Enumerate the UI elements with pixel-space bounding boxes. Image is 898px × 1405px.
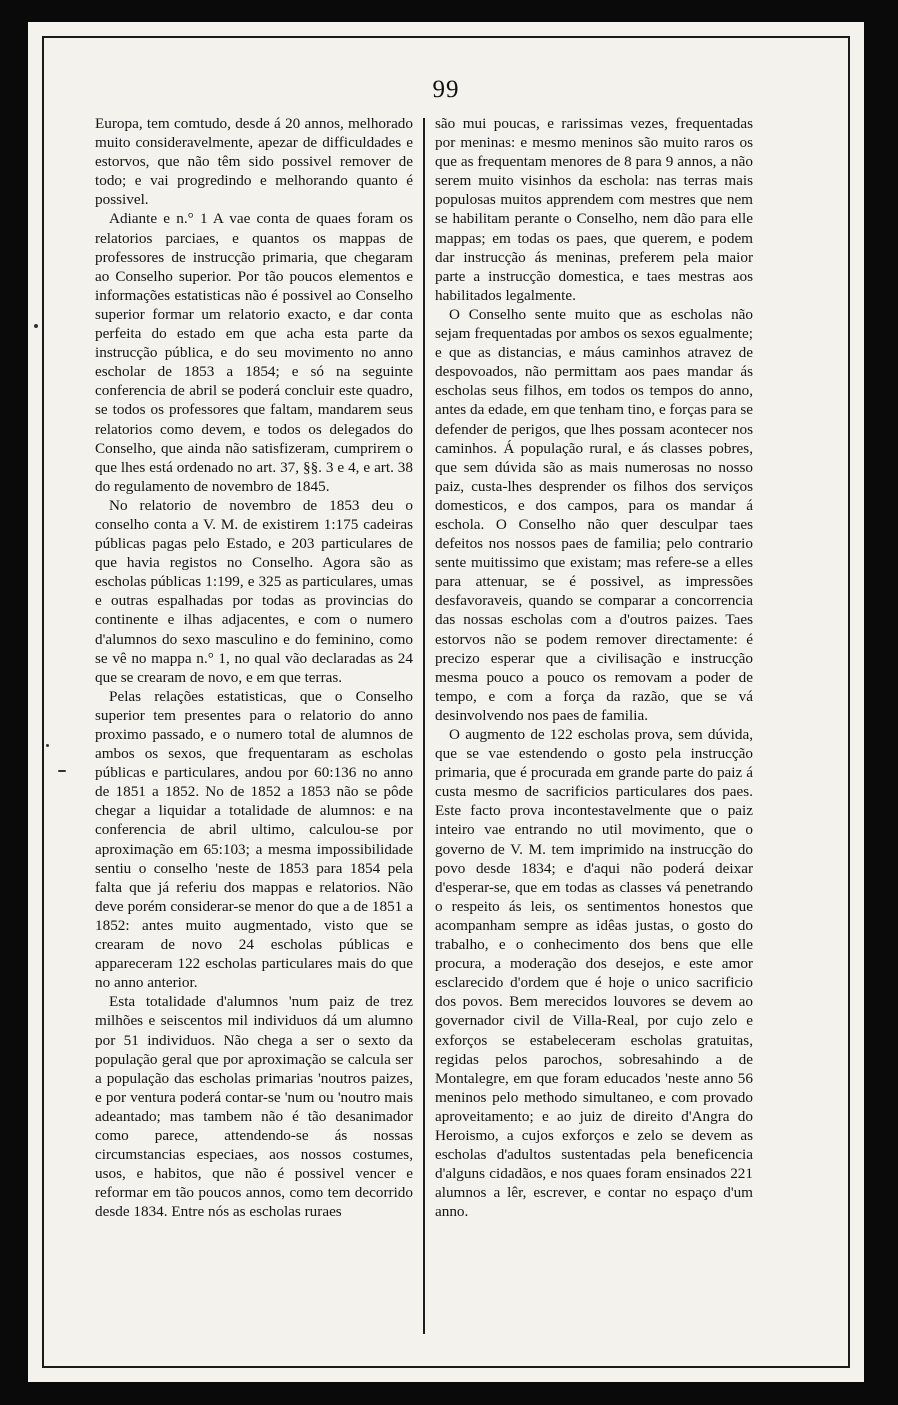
- paragraph: No relatorio de novembro de 1853 deu o conselho conta a V. M. de existirem 1:175 cadeiras públicas pagas pelo Estado, e 203 particulares de que havia registos no Conselho. Agora são as escholas públicas 1:199, e 325 as particulares, umas e outras espalhadas por todas as provincias do continente e ilhas adjacentes, e com o numero d'alumnos do sexo masculino e do feminino, como se vê no mappa n.° 1, no qual vão declaradas as 24 que se crearam de novo, e em que terras.: [95, 496, 413, 686]
- page-number: 99: [432, 76, 460, 103]
- column-divider: [423, 118, 425, 1334]
- right-column: [435, 114, 753, 1221]
- print-speck: [34, 324, 38, 328]
- paragraph: Europa, tem comtudo, desde á 20 annos, melhorado muito consideravelmente, apezar de difficuldades e estorvos, que não têm sido possivel remover de todo; e vai progredindo e melhorando quanto é possivel.: [95, 115, 413, 209]
- paragraph: são mui poucas, e rarissimas vezes, frequentadas por meninas: e mesmo meninos são muito raros os que as frequentam menores de 8 para 9 annos, a não serem muito visinhos da eschola: nas terras mais populosas muitos apprendem com mestres que nem se habilitam perante o Conselho, nem dão para elle mappas; em todas os paes, que querem, e podem dar instrucção ás meninas, preferem pela maior parte a instrucção domestica, e taes mestras aos habilitados legalmente.: [435, 115, 753, 304]
- paragraph: Pelas relações estatisticas, que o Conselho superior tem presentes para o relatorio do anno proximo passado, e o numero total de alumnos de ambos os sexos, que frequentaram as escholas públicas e particulares, andou por 60:136 no anno de 1851 a 1852. No de 1852 a 1853 não se pôde chegar a liquidar a totalidade de alumnos: e na conferencia de abril ultimo, calculou-se por aproximação em 65:103; a mesma impossibilidade sentiu o conselho 'neste de 1853 para 1854 pela falta que já referiu dos mappas e relatorios. Não deve porém considerar-se menor do que a de 1851 a 1852: antes muito augmentado, visto que se crearam de novo 24 escholas públicas e appareceram 122 escholas particulares mais do que no anno anterior.: [95, 687, 413, 992]
- paragraph: Adiante e n.° 1 A vae conta de quaes foram os relatorios parciaes, e quantos os mappas de professores de instrucção primaria, que chegaram ao Conselho superior. Por tão poucos elementos e informações estatisticas não é possivel ao Conselho superior formar um relatorio exacto, e dar conta perfeita do estado em que acha esta parte da instrucção pública, e do seu movimento no anno escholar de 1853 a 1854; e só na seguinte conferencia de abril se poderá concluir este quadro, se todos os professores que faltam, mandarem seus relatorios como devem, e todos os delegados do Conselho, que ainda não satisfizeram, cumprirem o que lhes está ordenado no art. 37, §§. 3 e 4, e art. 38 do regulamento de novembro de 1845.: [95, 210, 413, 495]
- print-speck: [58, 770, 66, 772]
- paragraph: O Conselho sente muito que as escholas não sejam frequentadas por ambos os sexos egualmente; e que as distancias, e máus caminhos atravez de despovoados, não permittam aos paes mandar ás escholas seus filhos, em todos os tempos do anno, antes da edade, em que tenham tino, e forças para se defender de perigos, que lhes possam acontecer nos caminhos. Á população rural, e ás classes pobres, que sem dúvida são as mais numerosas no nosso paiz, custa-lhes desprender os filhos dos serviços domesticos, e dos campos, para os mandar á eschola. O Conselho não quer desculpar taes defeitos nos nossos paes de familia; pelo contrario sente muitissimo que existam; mas refere-se a elles para attenuar, se é possivel, as impressões desfavoraveis, quando se comparar a concorrencia das nossas escholas com a d'outros paizes. Taes estorvos não se podem remover directamente: é precizo esperar que a civilisação e instrucção mesma pouco a pouco os removam a poder de tempo, e com a força da razão, que se vá desinvolvendo nos paes de familia.: [435, 305, 753, 724]
- print-speck: [46, 744, 49, 747]
- paragraph: O augmento de 122 escholas prova, sem dúvida, que se vae estendendo o gosto pela instrucção primaria, que é procurada em grande parte do paiz á custa mesmo de sacrificios particulares dos paes. Este facto prova incontestavelmente que o paiz inteiro vae entrando no util movimento, que o governo de V. M. tem imprimido na instrucção do povo desde 1834; e d'aqui não poderá deixar d'esperar-se, que em todas as classes vá penetrando o respeito ás leis, os sentimentos honestos que acompanham sempre as idêas justas, o gosto do trabalho, e o conhecimento dos bens que elle procura, a moderação dos desejos, e este amor esclarecido d'ordem que é hoje o unico sacrificio dos povos. Bem merecidos louvores se devem ao governador civil de Villa-Real, por cujo zelo e exforços se estabeleceram escholas gratuitas, regidas pelos parochos, sobresahindo a de Montalegre, em que foram educados 'neste anno 56 meninos pelo methodo simultaneo, e com provado aproveitamento; e ao juiz de direito d'Angra do Heroismo, a cujos exforços e zelo se devem as escholas d'adultos sustentadas pela beneficencia d'alguns cidadãos, e nos quaes foram ensinados 221 alumnos a lêr, escrever, e contar no espaço d'um anno.: [435, 726, 753, 1221]
- document-page: [28, 22, 864, 1382]
- paragraph: Esta totalidade d'alumnos 'num paiz de trez milhões e seiscentos mil individuos dá um alumno por 51 individuos. Não chega a ser o sexto da população geral que por aproximação se calcula ser a população das escholas primarias 'noutros paizes, e por ventura poderá contar-se 'num ou 'noutro mais adeantado; mas tambem não é tão desanimador como parece, attendendo-se ás nossas circumstancias especiaes, aos nossos costumes, usos, e habitos, que não é possivel vencer e reformar em tão poucos annos, como tem decorrido desde 1834. Entre nós as escholas ruraes: [95, 993, 413, 1221]
- left-column: [95, 114, 413, 1221]
